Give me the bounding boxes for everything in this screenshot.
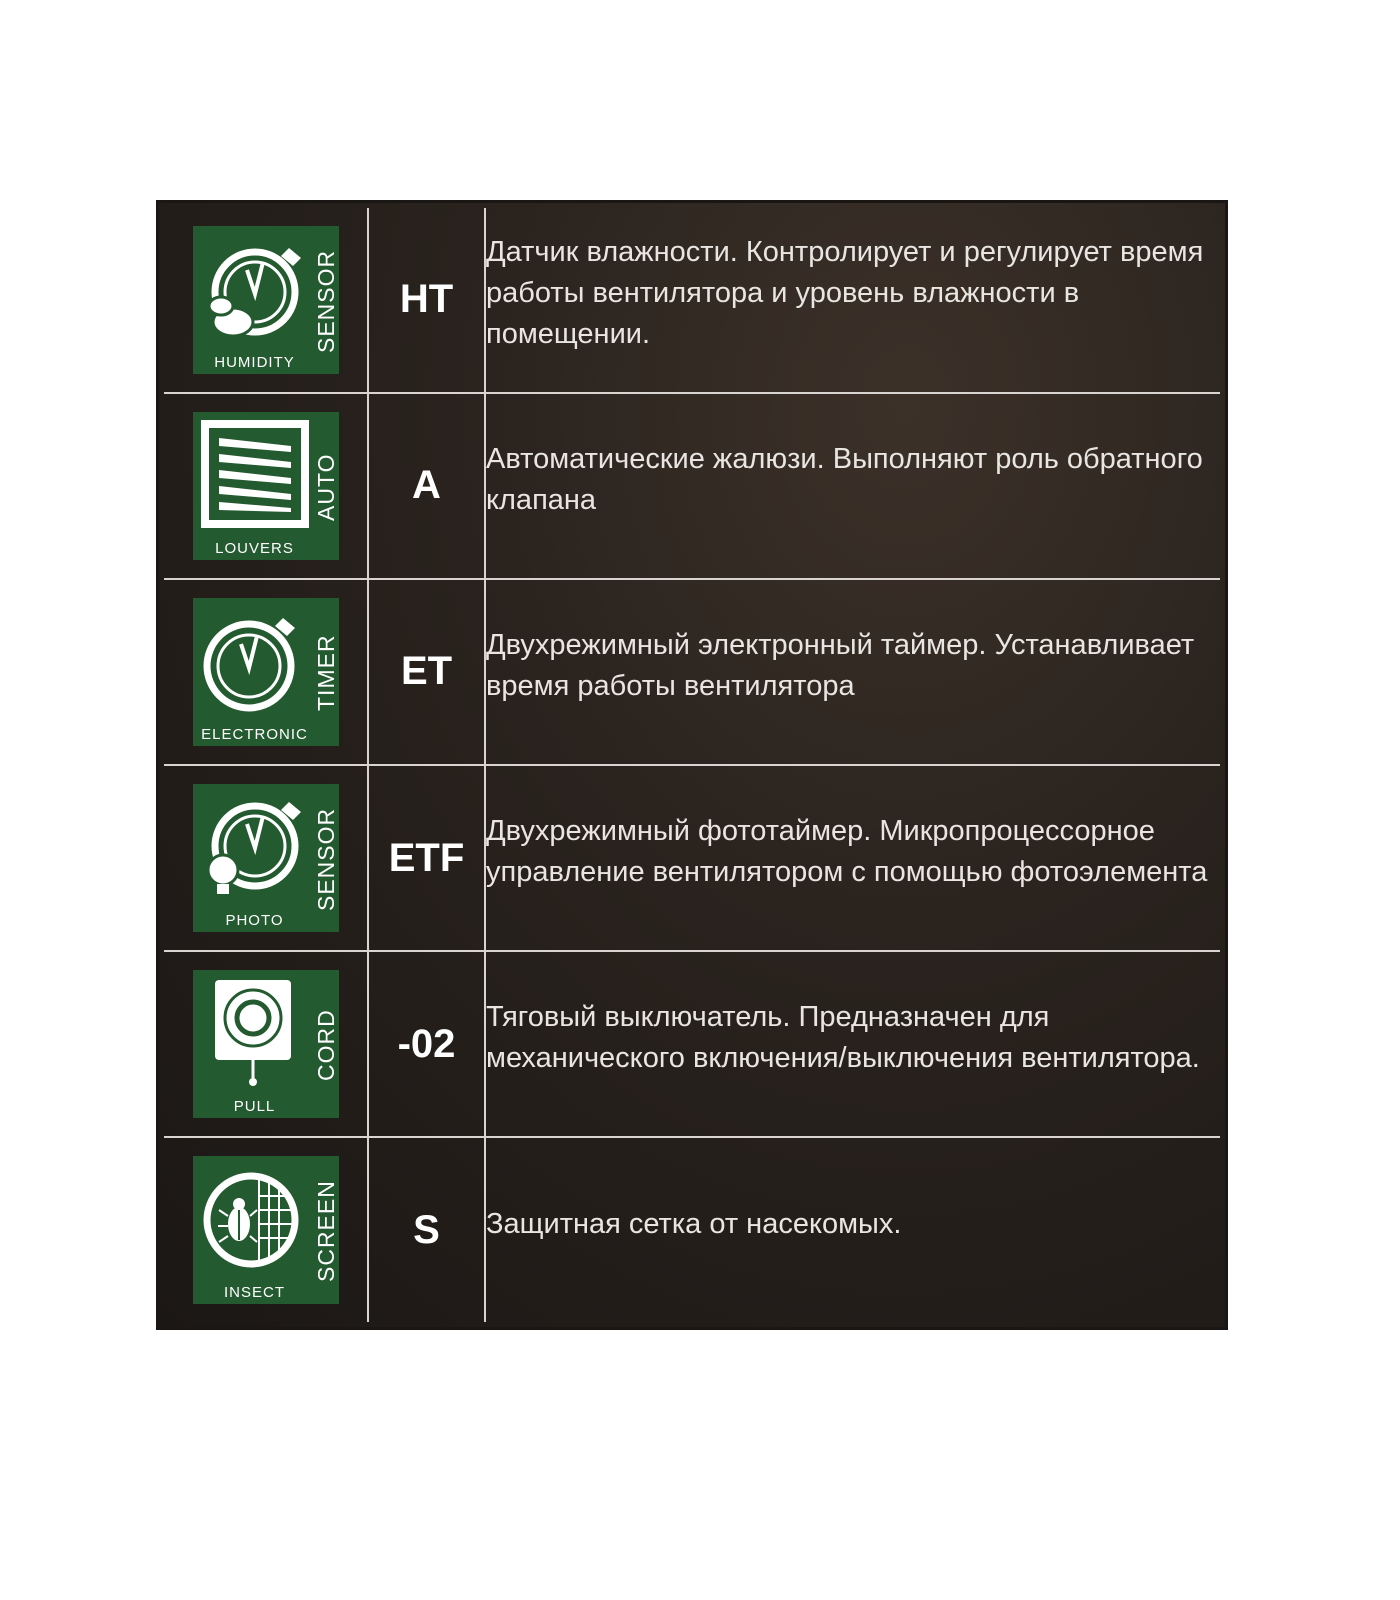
- pull-cord-icon: [197, 976, 315, 1094]
- badge-side-label: TIMER: [312, 634, 339, 712]
- badge-bottom-label: PHOTO: [225, 912, 284, 930]
- table-row: [164, 765, 1220, 951]
- humidity-sensor-icon: [197, 232, 315, 350]
- humidity-sensor-badge: [193, 226, 339, 374]
- table-row: [164, 1137, 1220, 1322]
- photo-sensor-badge: [193, 784, 339, 932]
- badge-bottom-label: HUMIDITY: [214, 353, 295, 371]
- features-table: [164, 208, 1220, 1322]
- badge-side-label: SENSOR: [312, 249, 339, 353]
- feature-description: Тяговый выключатель. Предназначен для механического включения/выключения вентилятора.: [486, 1001, 1200, 1075]
- badge-bottom-label: INSECT: [223, 1284, 285, 1302]
- feature-description: Двухрежимный фототаймер. Микропроцессорное управление вентилятором с помощью фотоэлемента: [486, 815, 1208, 889]
- feature-code: ETF: [368, 765, 485, 951]
- insect-screen-badge: [193, 1156, 339, 1304]
- badge-side-label: AUTO: [312, 453, 339, 521]
- badge-bottom-label: PULL: [233, 1098, 276, 1116]
- table-row: [164, 393, 1220, 579]
- badge-bottom-label: ELECTRONIC: [201, 725, 308, 743]
- auto-louvers-badge: [193, 412, 339, 560]
- feature-code: HT: [368, 208, 485, 393]
- electronic-timer-badge: [193, 598, 339, 746]
- feature-code: ET: [368, 579, 485, 765]
- feature-panel: [156, 200, 1228, 1330]
- feature-code: S: [368, 1137, 485, 1322]
- feature-code: A: [368, 393, 485, 579]
- auto-louvers-icon: [197, 418, 315, 536]
- badge-bottom-label: LOUVERS: [215, 539, 294, 557]
- feature-description: Защитная сетка от насекомых.: [486, 1207, 902, 1240]
- table-row: [164, 951, 1220, 1137]
- feature-description: Датчик влажности. Контролирует и регулирует время работы вентилятора и уровень влажности в помещении.: [486, 236, 1204, 351]
- badge-side-label: SENSOR: [312, 807, 339, 911]
- photo-sensor-icon: [197, 790, 315, 908]
- feature-description: Автоматические жалюзи. Выполняют роль обратного клапана: [486, 442, 1203, 516]
- electronic-timer-icon: [197, 604, 315, 722]
- table-row: [164, 208, 1220, 393]
- table-row: [164, 579, 1220, 765]
- feature-code: -02: [368, 951, 485, 1137]
- feature-description: Двухрежимный электронный таймер. Устанавливает время работы вентилятора: [486, 628, 1195, 702]
- insect-screen-icon: [197, 1162, 315, 1280]
- badge-side-label: CORD: [312, 1009, 339, 1081]
- badge-side-label: SCREEN: [312, 1180, 339, 1282]
- pull-cord-badge: [193, 970, 339, 1118]
